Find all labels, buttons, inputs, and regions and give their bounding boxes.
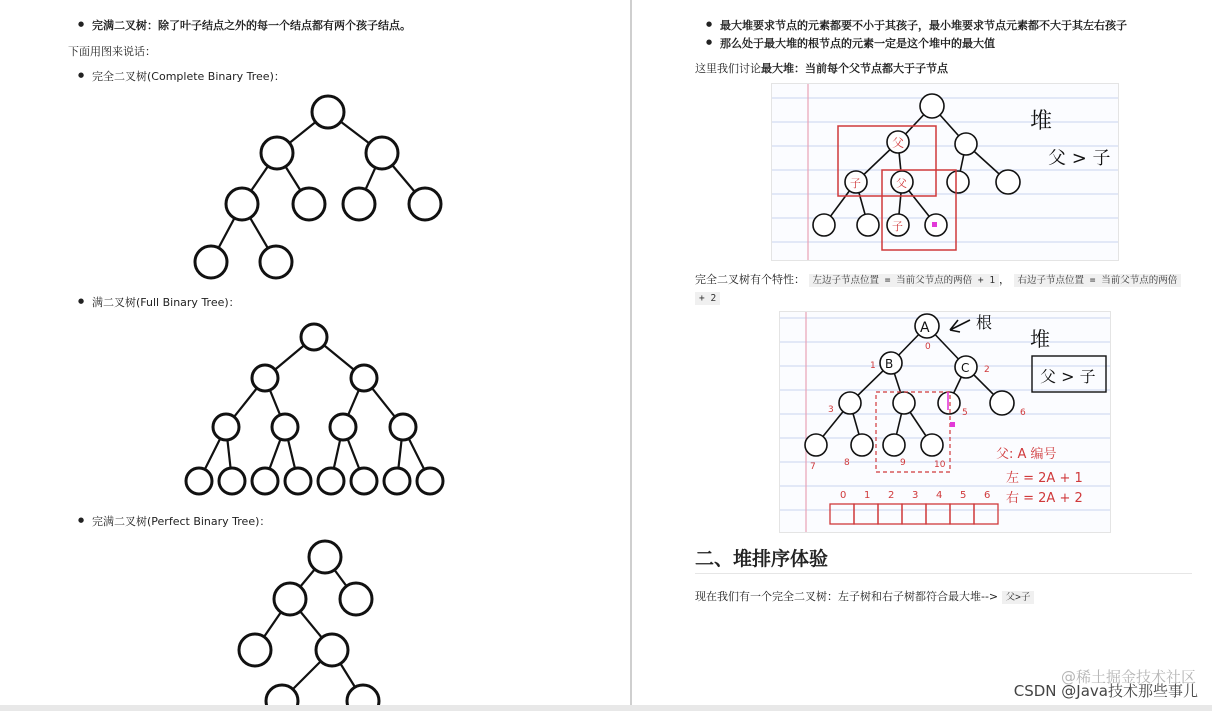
array-index: 1 (864, 490, 871, 501)
heading-rule (695, 573, 1192, 574)
sketch2-idx: 2 (984, 365, 990, 375)
bottom-scroll-strip (0, 705, 1212, 711)
sketch1-dui: 堆 (1030, 109, 1053, 134)
sketch1-fu-mark-2: 父 (896, 177, 907, 190)
sketch2-dui: 堆 (1030, 327, 1050, 351)
final-text (695, 588, 1034, 604)
intro-text: 下面用图来说话： (68, 45, 156, 58)
sketch2-idx: 8 (844, 458, 850, 468)
sketch2-formula-parent: 父: A 编号 (996, 447, 1057, 462)
full-tree-label: ● 满二叉树(Full Binary Tree)： (92, 294, 240, 310)
sketch2-idx: 0 (925, 342, 931, 352)
array-index: 0 (840, 490, 847, 501)
sketch2-formula-left: 左 = 2A + 1 (1006, 471, 1083, 486)
discuss-text (695, 60, 948, 76)
discuss-prefix: 这里我们讨论 (695, 62, 761, 75)
array-cells (830, 504, 998, 524)
sketch2-formula-right: 右 = 2A + 2 (1006, 491, 1083, 506)
heap-sketch-2-svg (780, 312, 1110, 532)
array-index: 6 (984, 490, 991, 501)
right-page (632, 0, 1212, 711)
bullet-root-max: ● 那么处于最大堆的根节点的元素一定是这个堆中的最大值 (720, 35, 995, 51)
property-sep: ， (999, 273, 1011, 286)
discuss-bold: 最大堆：当前每个父节点都大于子节点 (761, 62, 948, 75)
final-text-body: 现在我们有一个完全二叉树：左子树和右子树都符合最大堆--> (695, 590, 999, 603)
sketch1-pink-dot (932, 222, 937, 227)
term-label: 完满二叉树： (92, 19, 158, 32)
array-index: 2 (888, 490, 895, 501)
watermark-csdn: CSDN @Java技术那些事儿 (1013, 682, 1198, 700)
sketch2-node-b: B (885, 357, 894, 371)
array-index: 5 (960, 490, 967, 501)
property-text (695, 271, 1200, 307)
sketch2-node-c: C (961, 361, 970, 375)
section-heading: 二、堆排序体验 (695, 548, 829, 570)
property-code-plus2: + 2 (695, 292, 720, 305)
heap-sketch-image-1 (771, 83, 1119, 261)
bullet-max-heap-rule: ● 最大堆要求节点的元素都要不小于其孩子，最小堆要求节点元素都不大于其左右孩子 (720, 17, 1127, 33)
sketch2-gen: 根 (976, 313, 993, 332)
watermark (1013, 668, 1198, 701)
watermark-juejin: @稀土掘金技术社区 (1060, 668, 1196, 686)
complete-tree-label: ● 完全二叉树(Complete Binary Tree)： (92, 68, 285, 84)
sketch2-idx: 9 (900, 458, 906, 468)
property-code-right: 右边子节点位置 = 当前父节点的两倍 (1014, 274, 1182, 287)
perfect-tree-label: ● 完满二叉树(Perfect Binary Tree)： (92, 513, 270, 529)
term-definition: 除了叶子结点之外的每一个结点都有两个孩子结点。 (158, 19, 411, 32)
property-prefix: 完全二叉树有个特性： (695, 273, 805, 286)
sketch2-idx: 10 (934, 460, 946, 470)
heap-sketch-1-svg (772, 84, 1118, 260)
array-index: 4 (936, 490, 943, 501)
sketch1-rule: 父 > 子 (1048, 148, 1111, 169)
sketch1-zi-mark: 子 (850, 177, 861, 190)
sketch2-node-a: A (920, 320, 930, 336)
sketch2-rule: 父 > 子 (1040, 367, 1096, 386)
sketch1-zi-mark-2: 子 (892, 220, 903, 233)
array-index: 3 (912, 490, 919, 501)
sketch2-idx: 1 (870, 361, 876, 371)
sketch2-idx: 7 (810, 462, 816, 472)
sketch2-pink-dot (950, 422, 955, 427)
sketch2-idx: 6 (1020, 408, 1026, 418)
sketch2-idx: 3 (828, 405, 834, 415)
final-code: 父>子 (1002, 591, 1035, 604)
heap-sketch-image-2 (779, 311, 1111, 533)
sketch2-idx: 5 (962, 408, 968, 418)
sketch1-fu-mark: 父 (892, 136, 905, 150)
property-code-left: 左边子节点位置 = 当前父节点的两倍 + 1 (809, 274, 1000, 287)
